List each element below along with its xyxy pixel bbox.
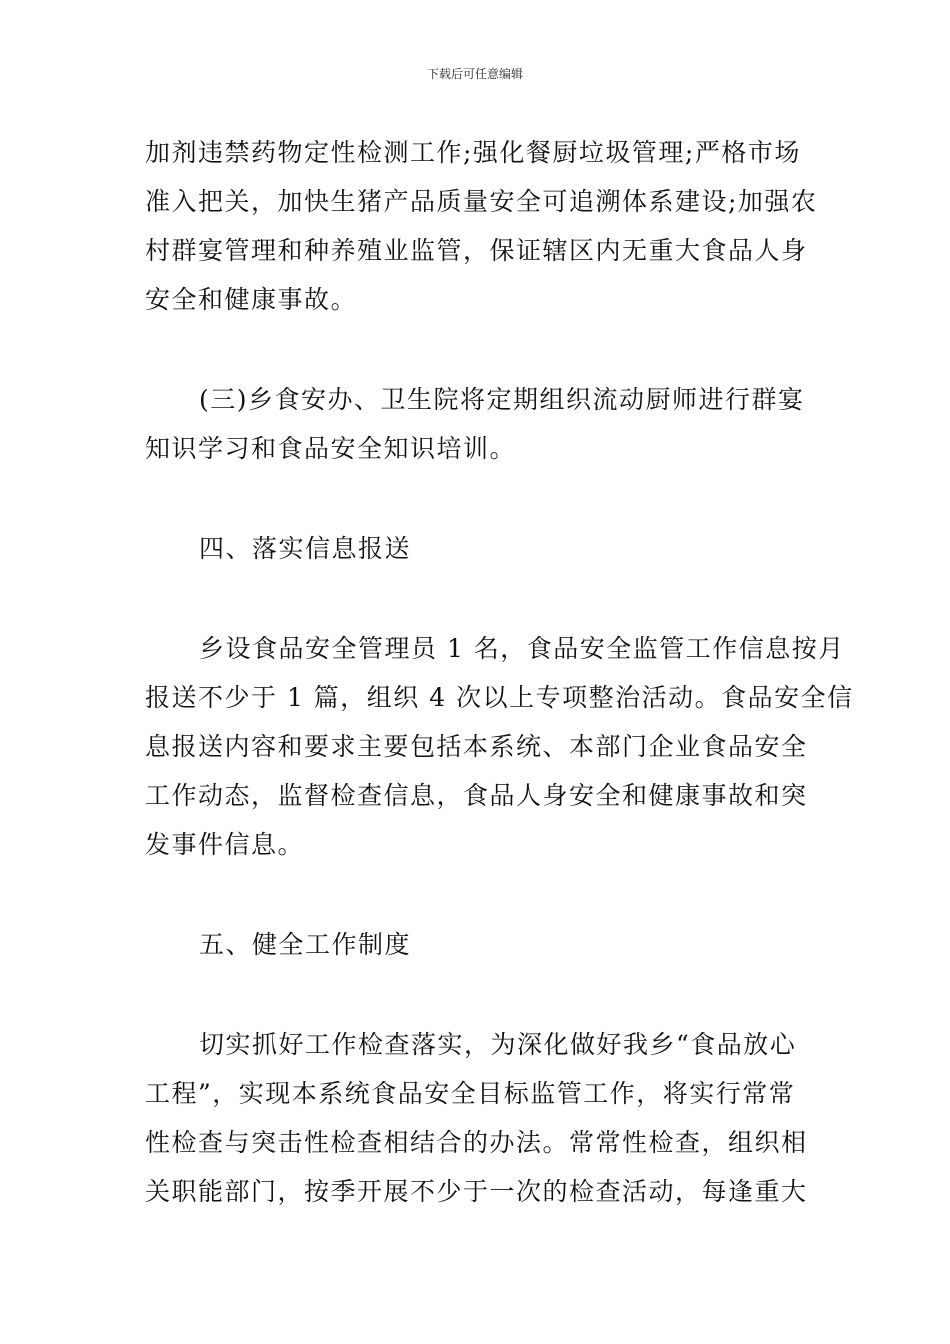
text-line: 息报送内容和要求主要包括本系统、本部门企业食品安全 bbox=[145, 732, 808, 761]
text-line: 关职能部门，按季开展不少于一次的检查活动，每逢重大 bbox=[145, 1177, 808, 1206]
paragraph-information-reporting bbox=[145, 624, 854, 869]
text-line: 工作动态，监督检查信息，食品人身安全和健康事故和突 bbox=[145, 781, 808, 810]
text-line: 工程”，实现本系统食品安全目标监管工作，将实行常常 bbox=[145, 1079, 796, 1108]
text-line: (三)乡食安办、卫生院将定期组织流动厨师进行群宴 bbox=[199, 385, 805, 414]
page-header-note: 下载后可任意编辑 bbox=[426, 67, 523, 81]
text-line: 性检查与突击性检查相结合的办法。常常性检查，组织相 bbox=[145, 1128, 808, 1157]
paragraph-gap bbox=[145, 573, 810, 624]
section-heading-information-reporting bbox=[145, 524, 810, 573]
text-line: 切实抓好工作检查落实，为深化做好我乡“食品放心 bbox=[199, 1030, 797, 1059]
paragraph-gap bbox=[145, 969, 810, 1020]
text-line: 知识学习和食品安全知识培训。 bbox=[145, 434, 517, 463]
text-line: 安全和健康事故。 bbox=[145, 285, 358, 314]
text-line: 发事件信息。 bbox=[145, 830, 305, 859]
text-line: 加剂违禁药物定性检测工作;强化餐厨垃圾管理;严格市场 bbox=[145, 138, 801, 167]
paragraph-gap bbox=[145, 324, 810, 375]
text-line: 准入把关，加快生猪产品质量安全可追溯体系建设;加强农 bbox=[145, 187, 818, 216]
paragraph-inspection bbox=[145, 1020, 810, 1216]
section-heading-work-system bbox=[145, 920, 810, 969]
paragraph-chef-training bbox=[145, 375, 810, 473]
text-line: 乡设食品安全管理员 1 名，食品安全监管工作信息按月 bbox=[199, 634, 845, 663]
text-line: 村群宴管理和种养殖业监管，保证辖区内无重大食品人身 bbox=[145, 236, 808, 265]
paragraph-gap bbox=[145, 473, 810, 524]
paragraph-food-safety-measures bbox=[145, 128, 818, 324]
section-heading: 四、落实信息报送 bbox=[199, 534, 412, 563]
text-line: 报送不少于 1 篇，组织 4 次以上专项整治活动。食品安全信 bbox=[145, 683, 854, 712]
section-heading: 五、健全工作制度 bbox=[199, 930, 412, 959]
document-body bbox=[145, 128, 854, 1216]
paragraph-gap bbox=[145, 869, 810, 920]
